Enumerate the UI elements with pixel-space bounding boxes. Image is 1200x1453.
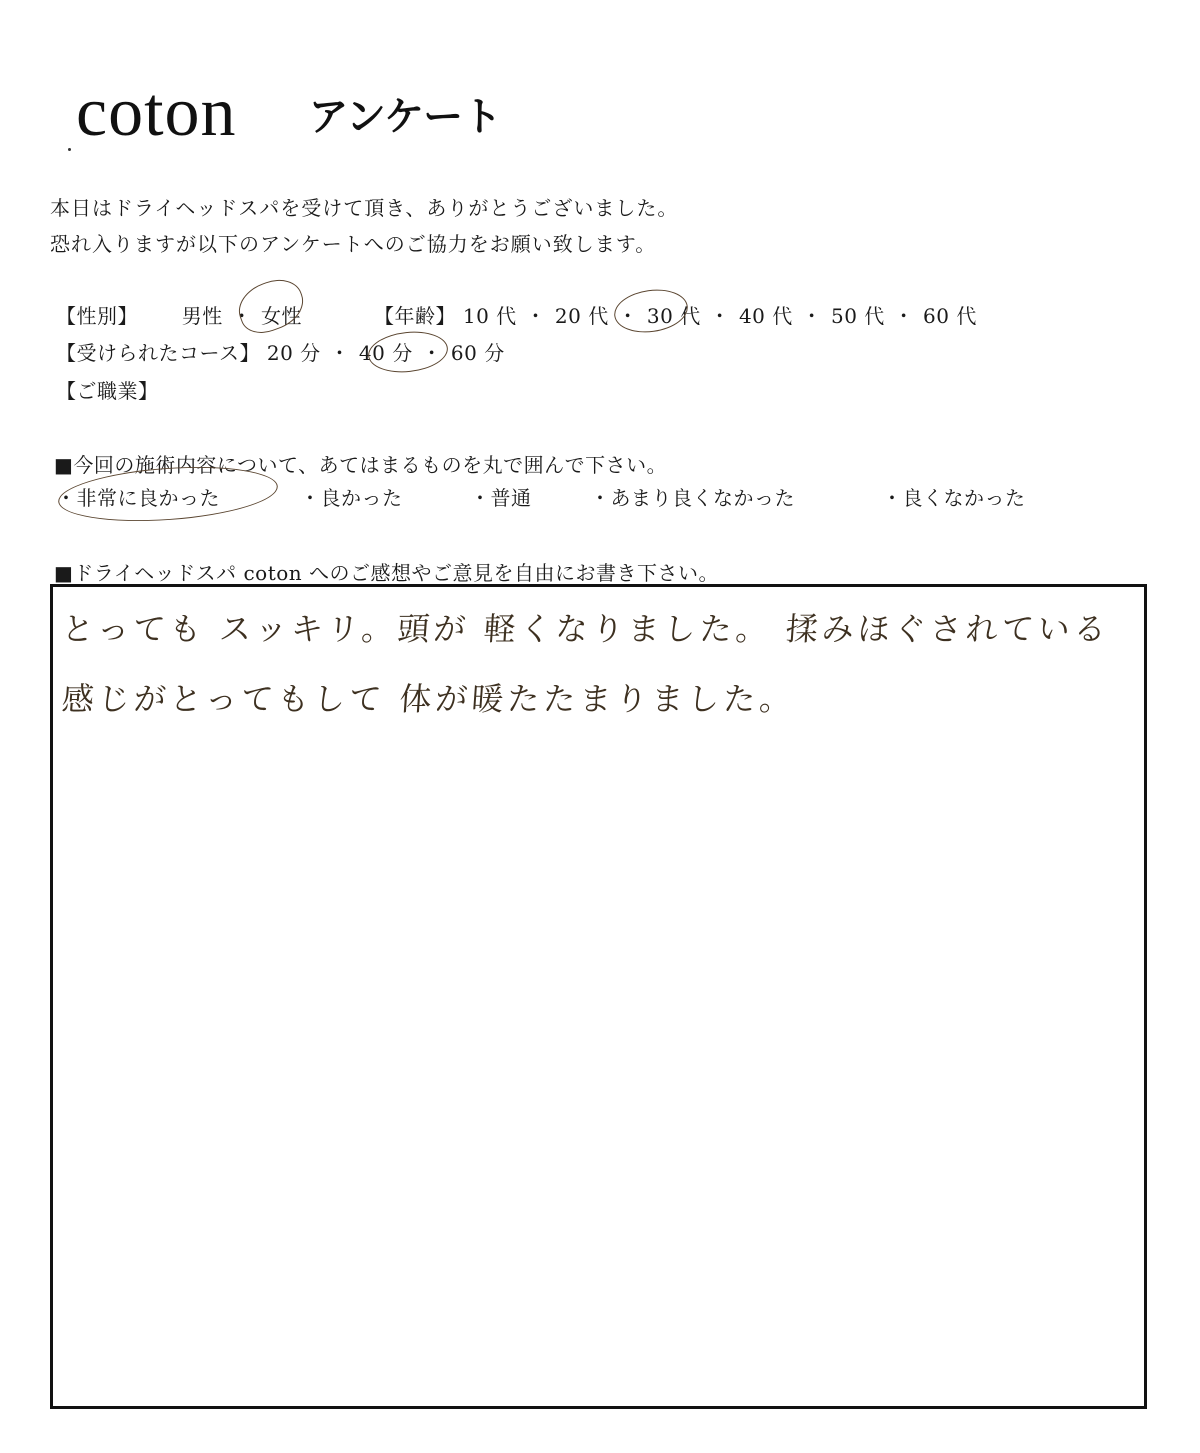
course-option-60[interactable]: 60 分 xyxy=(450,341,505,365)
age-option-60[interactable]: 60 代 xyxy=(923,304,977,328)
brand-name: coton xyxy=(76,74,237,151)
intro-text xyxy=(50,190,678,262)
age-option-30[interactable]: 30 代 xyxy=(646,304,701,328)
rating-option-very-good[interactable]: ・非常に良かった xyxy=(56,486,220,510)
rating-option-not-good[interactable]: ・良くなかった xyxy=(882,486,1026,510)
age-field: 【年齢】 10 代 ・ 20 代 ・ 30 代 ・ 40 代 ・ 50 代 ・ 60 代 xyxy=(374,300,977,329)
rating-option-good[interactable]: ・良かった xyxy=(300,486,403,510)
comment-line-2: 感じがとってもして 体が暖たたまりました。 xyxy=(60,680,797,718)
rating-option-average[interactable]: ・普通 xyxy=(470,486,532,510)
occupation-label: 【ご職業】 xyxy=(56,379,159,403)
course-option-40[interactable]: 40 分 xyxy=(358,341,413,365)
rating-option-not-very-good[interactable]: ・あまり良くなかった xyxy=(590,486,795,510)
age-option-40[interactable]: 40 代 xyxy=(738,304,793,328)
age-label: 【年齢】 xyxy=(374,304,456,328)
age-option-10[interactable]: 10 代 xyxy=(462,304,517,328)
course-field: 【受けられたコース】 20 分 ・ 40 分 ・ 60 分 xyxy=(56,337,505,366)
stray-dot xyxy=(68,148,71,151)
gender-label: 【性別】 xyxy=(56,304,138,328)
title-row xyxy=(76,58,502,151)
course-option-20[interactable]: 20 分 xyxy=(266,341,321,365)
age-option-50[interactable]: 50 代 xyxy=(830,304,885,328)
age-option-20[interactable]: 20 代 xyxy=(554,304,609,328)
occupation-field xyxy=(56,375,159,404)
rating-question: ■今回の施術内容について、あてはまるものを丸で囲んで下さい。 xyxy=(54,453,668,477)
intro-line-1: 本日はドライヘッドスパを受けて頂き、ありがとうございました。 xyxy=(50,196,679,220)
gender-option-female[interactable]: 女性 xyxy=(260,304,302,328)
gender-field: 【性別】 男性 ・ 女性 xyxy=(56,300,302,329)
page-title: アンケート xyxy=(308,94,502,140)
intro-line-2: 恐れ入りますが以下のアンケートへのご協力をお願い致します。 xyxy=(50,232,657,256)
course-label: 【受けられたコース】 xyxy=(56,341,260,365)
comments-question: ■ドライヘッドスパ coton へのご感想やご意見を自由にお書き下さい。 xyxy=(54,561,720,585)
gender-option-male[interactable]: 男性 xyxy=(181,304,223,328)
comment-line-1: とっても スッキリ。頭が 軽くなりました。 揉みほぐされている xyxy=(60,610,1112,648)
